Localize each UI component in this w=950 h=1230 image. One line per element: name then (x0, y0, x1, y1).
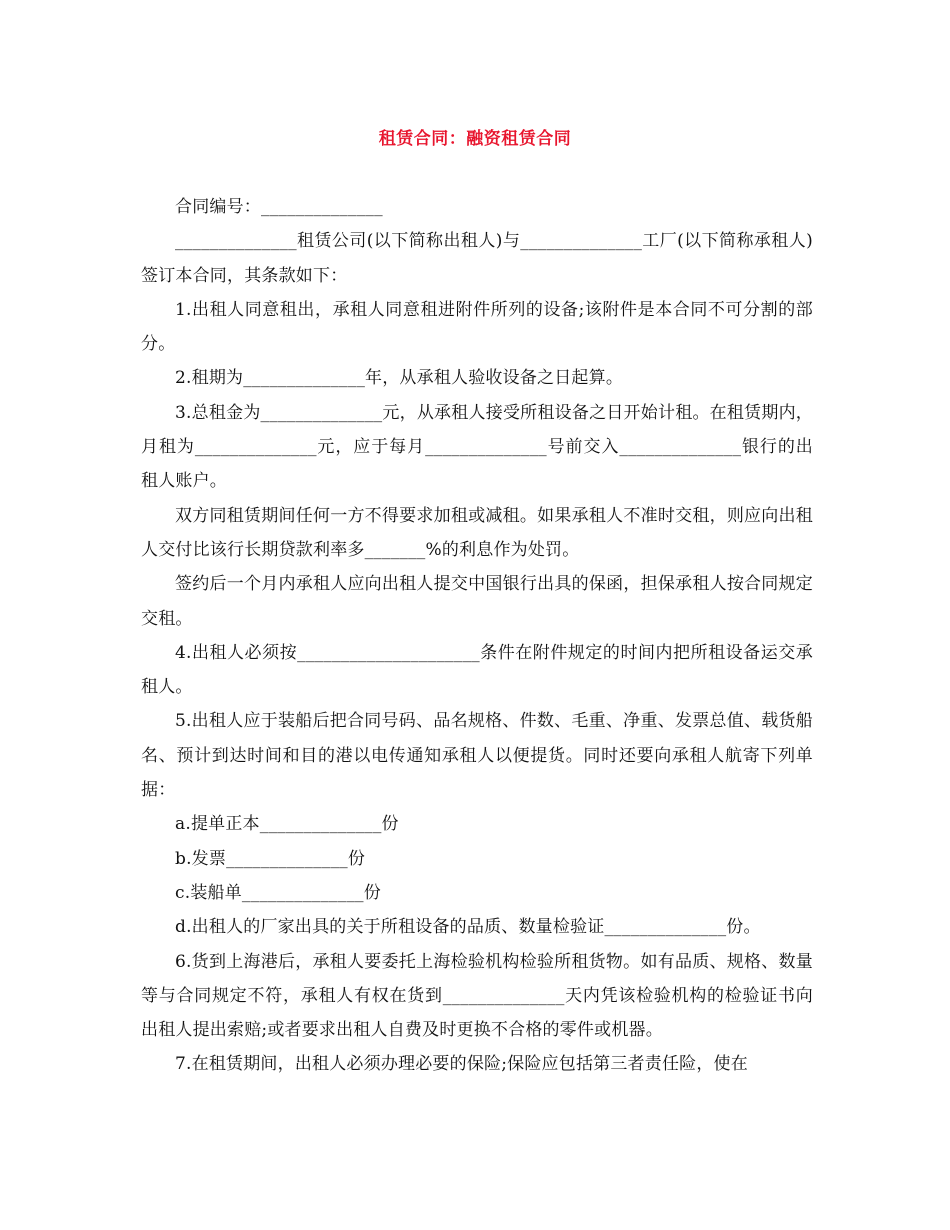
parties-paragraph: ______________租赁公司(以下简称出租人)与______________工厂(以下简称承租人)签订本合同，其条款如下： (141, 231, 813, 286)
document-item-d: d.出租人的厂家出具的关于所租设备的品质、数量检验证______________份。 (175, 917, 761, 938)
clause-2: 2.租期为______________年，从承租人验收设备之日起算。 (175, 368, 624, 389)
document-item-a: a.提单正本______________份 (175, 814, 399, 835)
clause-5: 5.出租人应于装船后把合同号码、品名规格、件数、毛重、净重、发票总值、载货船名、预计到达时间和目的港以电传通知承租人以便提货。同时还要向承租人航寄下列单据： (141, 711, 813, 801)
document-body (141, 190, 813, 1082)
clause-7: 7.在租赁期间，出租人必须办理必要的保险;保险应包括第三者责任险，使在 (175, 1054, 748, 1075)
clause-6: 6.货到上海港后，承租人要委托上海检验机构检验所租货物。如有品质、规格、数量等与合同规定不符，承租人有权在货到______________天内凭该检验机构的检验证书向出租人提出索赔;或者要求出租人自费及时更换不合格的零件或机器。 (141, 951, 813, 1041)
clause-1: 1.出租人同意租出，承租人同意租进附件所列的设备;该附件是本合同不可分割的部分。 (141, 299, 813, 355)
document-item-b: b.发票______________份 (175, 848, 366, 869)
clause-4: 4.出租人必须按_____________________条件在附件规定的时间内把所租设备运交承租人。 (141, 642, 813, 698)
document-item-c: c.装船单______________份 (175, 882, 381, 903)
contract-number-line: 合同编号：______________ (175, 197, 383, 217)
document-title: 租赁合同：融资租赁合同 (378, 129, 572, 149)
rent-penalty-paragraph: 双方同租赁期间任何一方不得要求加租或减租。如果承租人不准时交租，则应向出租人交付比该行长期贷款利率多_______%的利息作为处罚。 (141, 505, 813, 560)
clause-3: 3.总租金为______________元，从承租人接受所租设备之日开始计租。在租赁期内，月租为______________元，应于每月______________号前交入______________银行的出租人账户。 (141, 402, 813, 492)
guarantee-paragraph: 签约后一个月内承租人应向出租人提交中国银行出具的保函，担保承租人按合同规定交租。 (141, 574, 813, 629)
